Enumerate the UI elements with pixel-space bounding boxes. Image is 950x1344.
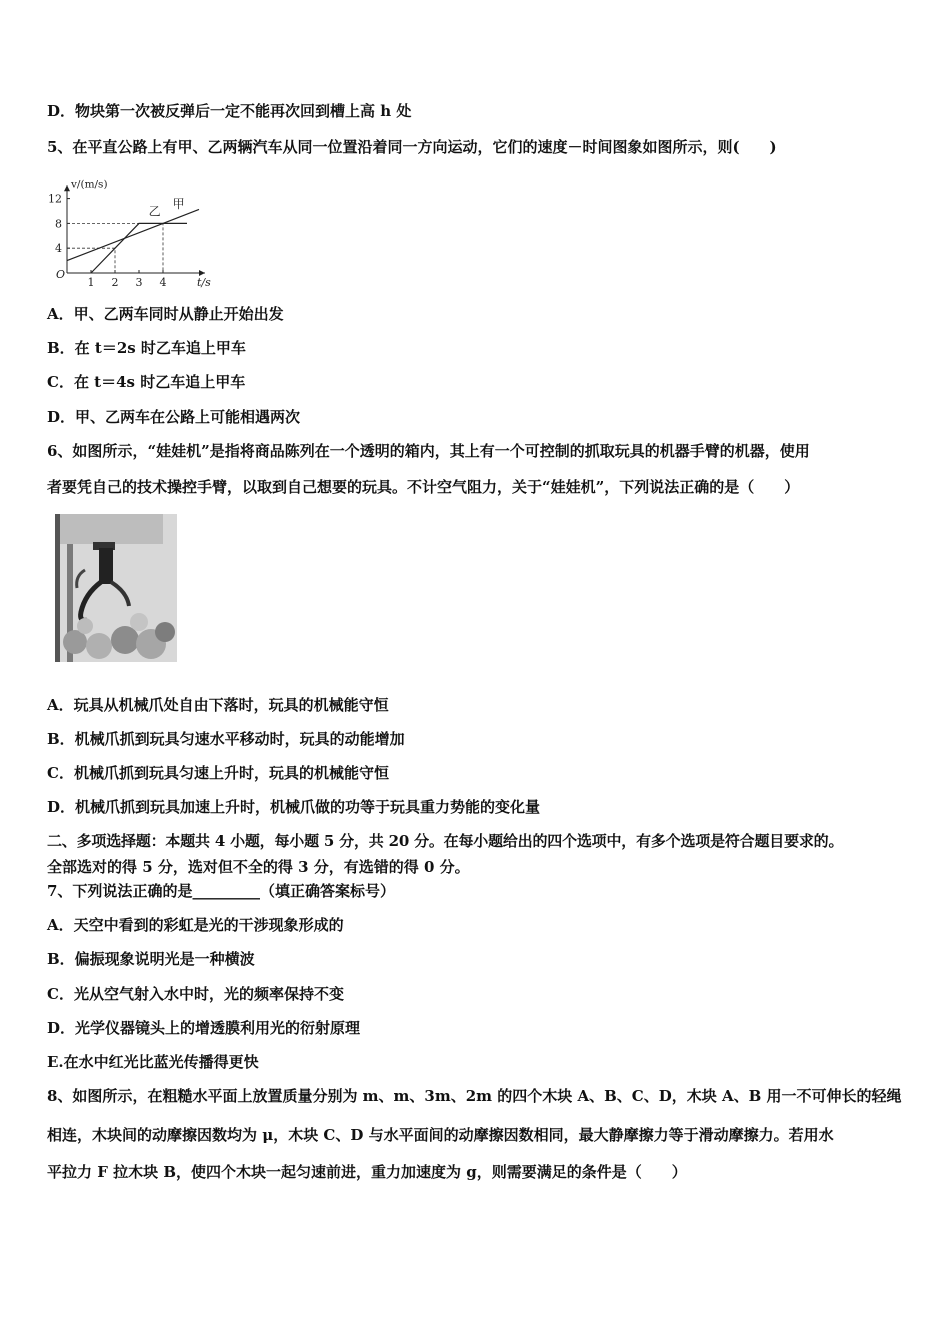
claw-machine-photo (55, 514, 177, 662)
origin-label: O (56, 268, 66, 281)
q8-stem-line1: 8、如图所示，在粗糙水平面上放置质量分别为 m、m、3m、2m 的四个木块 A、B、C、D，木块 A、B 用一不可伸长的轻绳 (47, 1087, 902, 1105)
y-tick-label: 12 (48, 192, 62, 206)
series-label-jia: 甲 (172, 196, 185, 211)
q5-option-d: D．甲、乙两车在公路上可能相遇两次 (47, 408, 301, 426)
x-tick-label: 2 (111, 276, 119, 289)
q6-option-d: D．机械爪抓到玩具加速上升时，机械爪做的功等于玩具重力势能的变化量 (47, 798, 541, 816)
q7-stem: 7、下列说法正确的是_________（填正确答案标号） (47, 882, 395, 900)
q5-option-a: A．甲、乙两车同时从静止开始出发 (47, 305, 284, 323)
q8-stem-line2: 相连，木块间的动摩擦因数均为 μ，木块 C、D 与水平面间的动摩擦因数相同，最大静摩擦力等于滑动摩擦力。若用水 (47, 1126, 834, 1144)
q6-stem-line2: 者要凭自己的技术操控手臂，以取到自己想要的玩具。不计空气阻力，关于“娃娃机”，下列说法正确的是（ ） (47, 478, 800, 496)
y-axis-label: v/(m/s) (71, 178, 108, 191)
q5-stem: 5、在平直公路上有甲、乙两辆汽车从同一位置沿着同一方向运动，它们的速度－时间图象如图所示，则( ) (47, 138, 777, 156)
x-tick-label: 4 (159, 276, 167, 289)
velocity-time-graph (40, 165, 220, 293)
q7-option-a: A．天空中看到的彩虹是光的干涉现象形成的 (47, 916, 344, 934)
q5-option-c: C．在 t＝4s 时乙车追上甲车 (47, 373, 246, 391)
q5-option-b: B．在 t＝2s 时乙车追上甲车 (47, 339, 246, 357)
q7-option-e: E.在水中红光比蓝光传播得更快 (47, 1053, 259, 1071)
q6-option-c: C．机械爪抓到玩具匀速上升时，玩具的机械能守恒 (47, 764, 389, 782)
x-axis-label: t/s (197, 276, 211, 289)
x-tick-label: 1 (87, 276, 95, 289)
q7-option-d: D．光学仪器镜头上的增透膜利用光的衍射原理 (47, 1019, 361, 1037)
q7-option-b: B．偏振现象说明光是一种横波 (47, 950, 255, 968)
q6-stem-line1: 6、如图所示，“娃娃机”是指将商品陈列在一个透明的箱内，其上有一个可控制的抓取玩具的机器手臂的机器，使用 (47, 442, 810, 460)
q8-stem-line3: 平拉力 F 拉木块 B，使四个木块一起匀速前进，重力加速度为 g，则需要满足的条件是（ ） (47, 1163, 687, 1181)
q6-option-a: A．玩具从机械爪处自由下落时，玩具的机械能守恒 (47, 696, 389, 714)
y-tick-label: 4 (55, 242, 62, 256)
section2-header-line1: 二、多项选择题：本题共 4 小题，每小题 5 分，共 20 分。在每小题给出的四个选项中，有多个选项是符合题目要求的。 (47, 832, 844, 850)
q6-option-b: B．机械爪抓到玩具匀速水平移动时，玩具的动能增加 (47, 730, 405, 748)
q4-option-d: D．物块第一次被反弹后一定不能再次回到槽上高 h 处 (47, 102, 412, 120)
series-label-yi: 乙 (148, 204, 161, 219)
y-axis-arrow (64, 185, 70, 191)
y-tick-label: 8 (55, 217, 62, 231)
q7-option-c: C．光从空气射入水中时，光的频率保持不变 (47, 985, 344, 1003)
x-tick-label: 3 (135, 276, 143, 289)
series-line-jia (67, 209, 199, 260)
series-line-yi (91, 223, 187, 273)
section2-header-line2: 全部选对的得 5 分，选对但不全的得 3 分，有选错的得 0 分。 (47, 858, 470, 876)
